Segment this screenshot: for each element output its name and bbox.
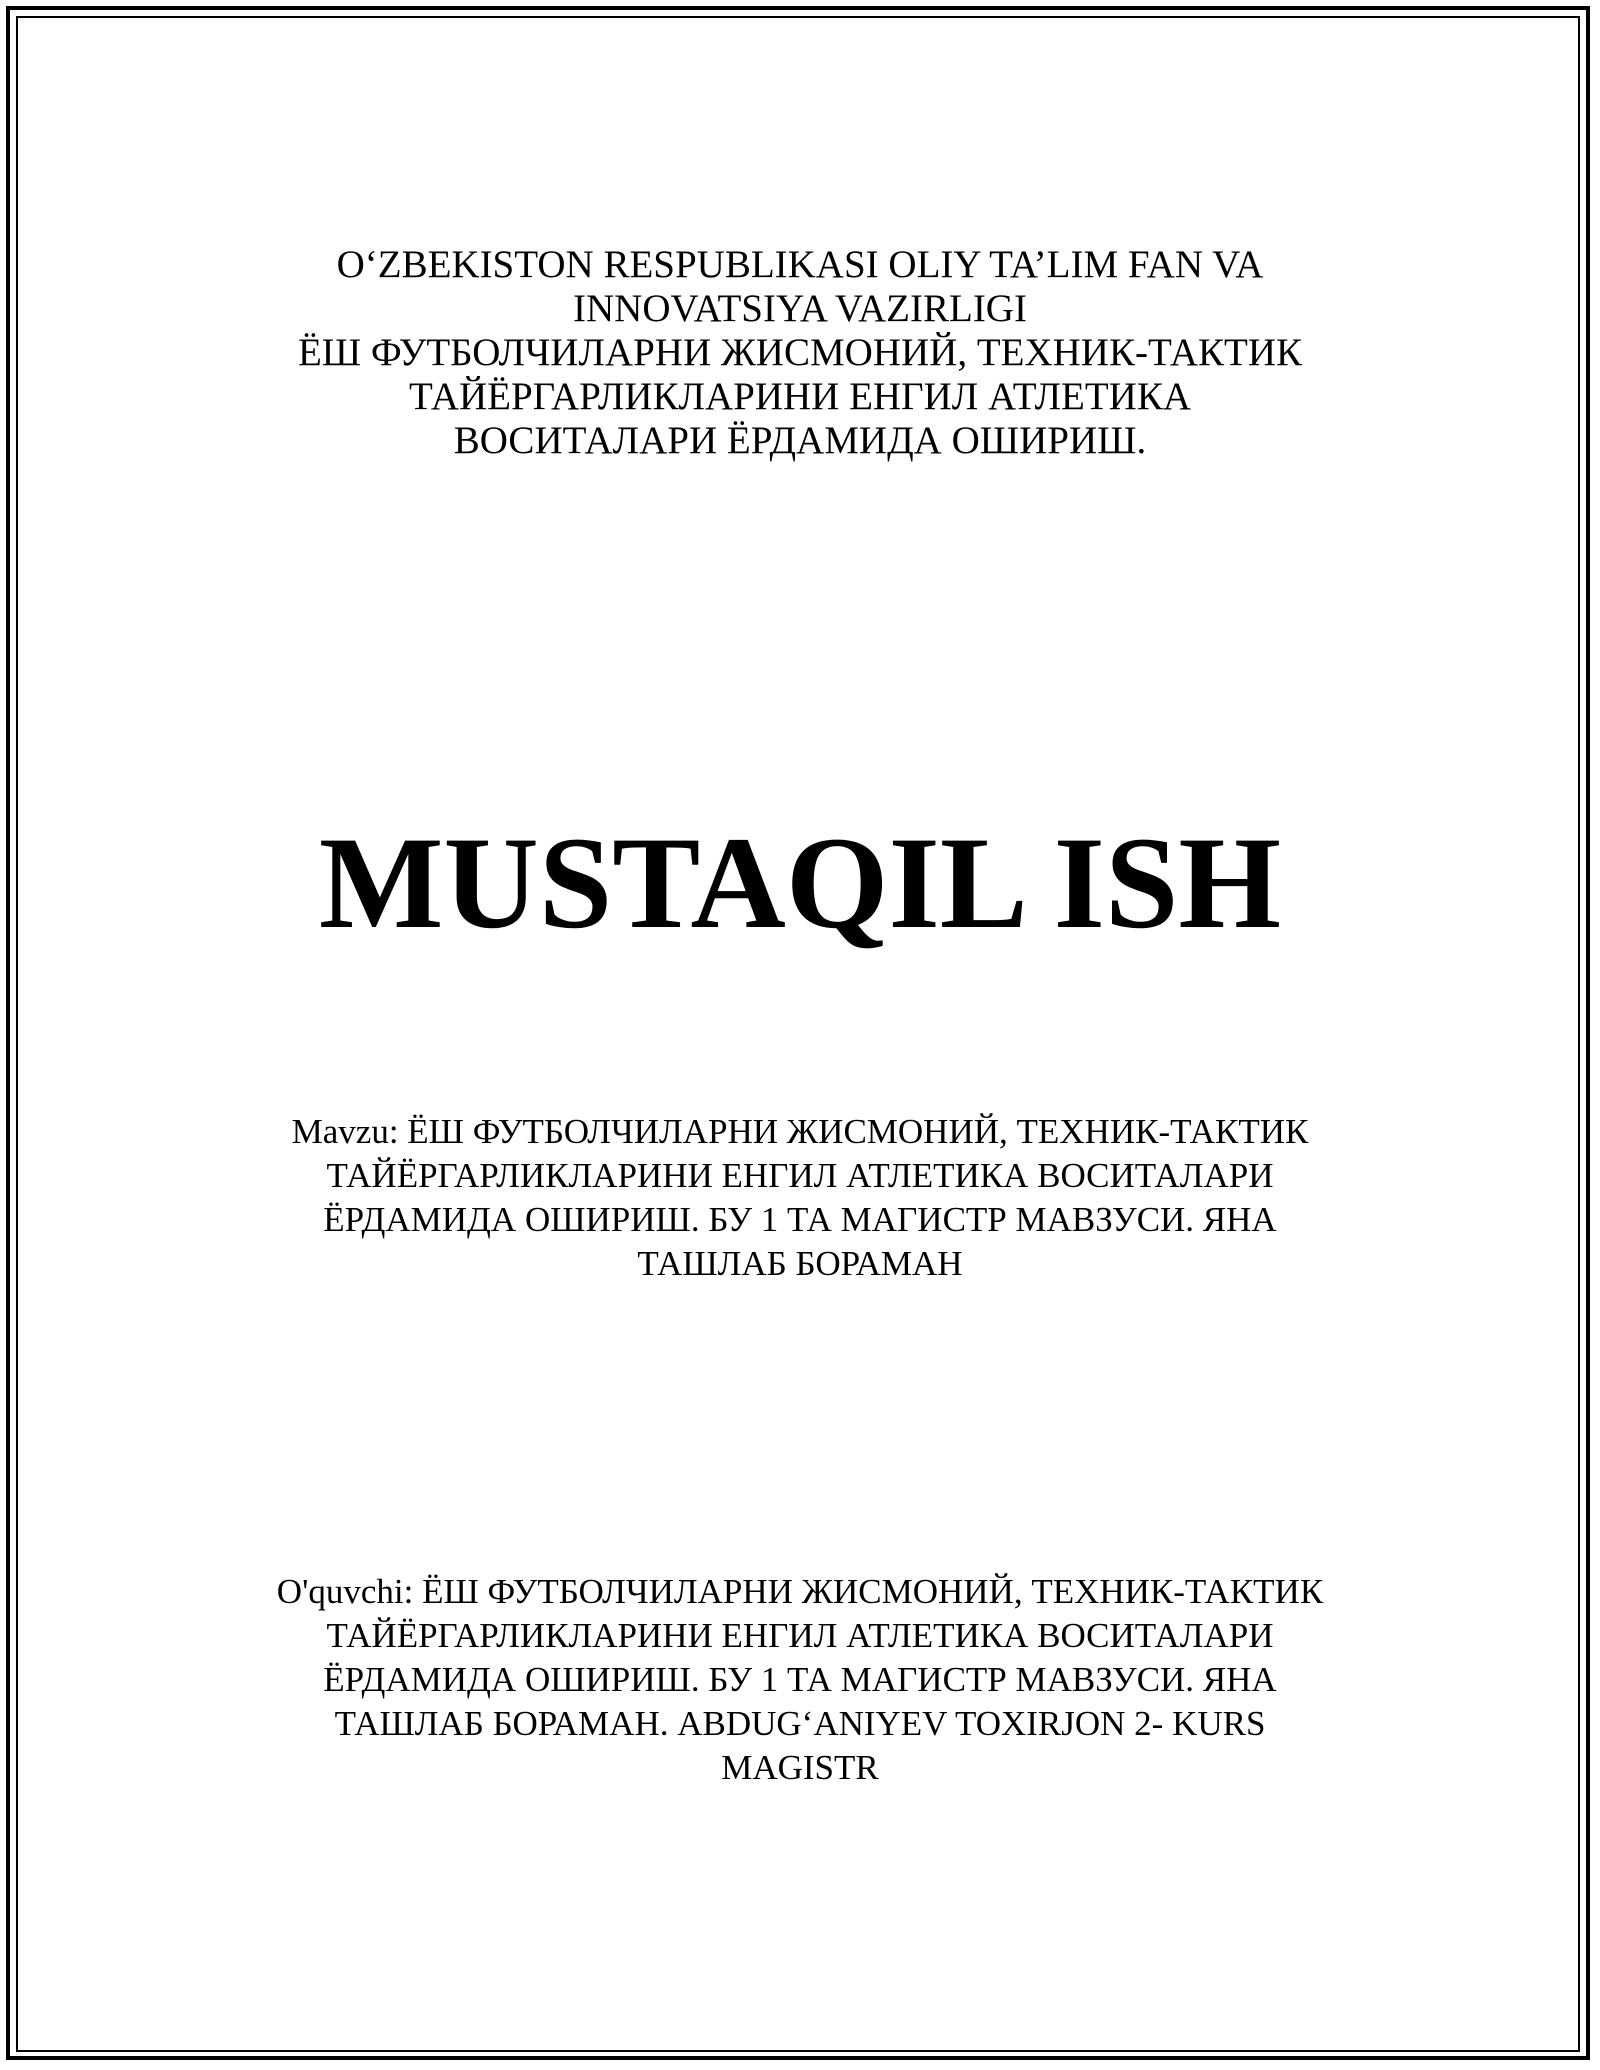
topic-line: ЁРДАМИДА ОШИРИШ. БУ 1 ТА МАГИСТР МАВЗУСИ. ЯНА [323,1200,1277,1239]
topic-line: ТАШЛАБ БОРАМАН [637,1244,963,1283]
document-title: MUSTAQIL ISH [318,809,1282,956]
student-section [0,1570,1600,1790]
header-line: ТАЙЁРГАРЛИКЛАРИНИ ЕНГИЛ АТЛЕТИКА [408,375,1192,418]
topic-line: Mavzu: ЁШ ФУТБОЛЧИЛАРНИ ЖИСМОНИЙ, ТЕХНИК-ТАКТИК [291,1112,1309,1151]
ministry-header [0,243,1600,463]
student-line: MAGISTR [721,1748,879,1787]
student-line: ЁРДАМИДА ОШИРИШ. БУ 1 ТА МАГИСТР МАВЗУСИ. ЯНА [323,1660,1277,1699]
header-line: ЁШ ФУТБОЛЧИЛАРНИ ЖИСМОНИЙ, ТЕХНИК-ТАКТИК [297,331,1303,374]
header-line: INNOVATSIYA VAZIRLIGI [573,287,1027,330]
topic-section [0,1110,1600,1286]
topic-line: ТАЙЁРГАРЛИКЛАРИНИ ЕНГИЛ АТЛЕТИКА ВОСИТАЛАРИ [326,1156,1274,1195]
header-line: ВОСИТАЛАРИ ЁРДАМИДА ОШИРИШ. [453,419,1147,462]
student-line: O'quvchi: ЁШ ФУТБОЛЧИЛАРНИ ЖИСМОНИЙ, ТЕХНИК-ТАКТИК [276,1572,1324,1611]
student-line: ТАШЛАБ БОРАМАН. ABDUG‘ANIYEV TOXIRJON 2- KURS [334,1704,1266,1743]
student-line: ТАЙЁРГАРЛИКЛАРИНИ ЕНГИЛ АТЛЕТИКА ВОСИТАЛАРИ [326,1616,1274,1655]
header-line: O‘ZBEKISTON RESPUBLIKASI OLIY TA’LIM FAN VA [336,243,1264,286]
